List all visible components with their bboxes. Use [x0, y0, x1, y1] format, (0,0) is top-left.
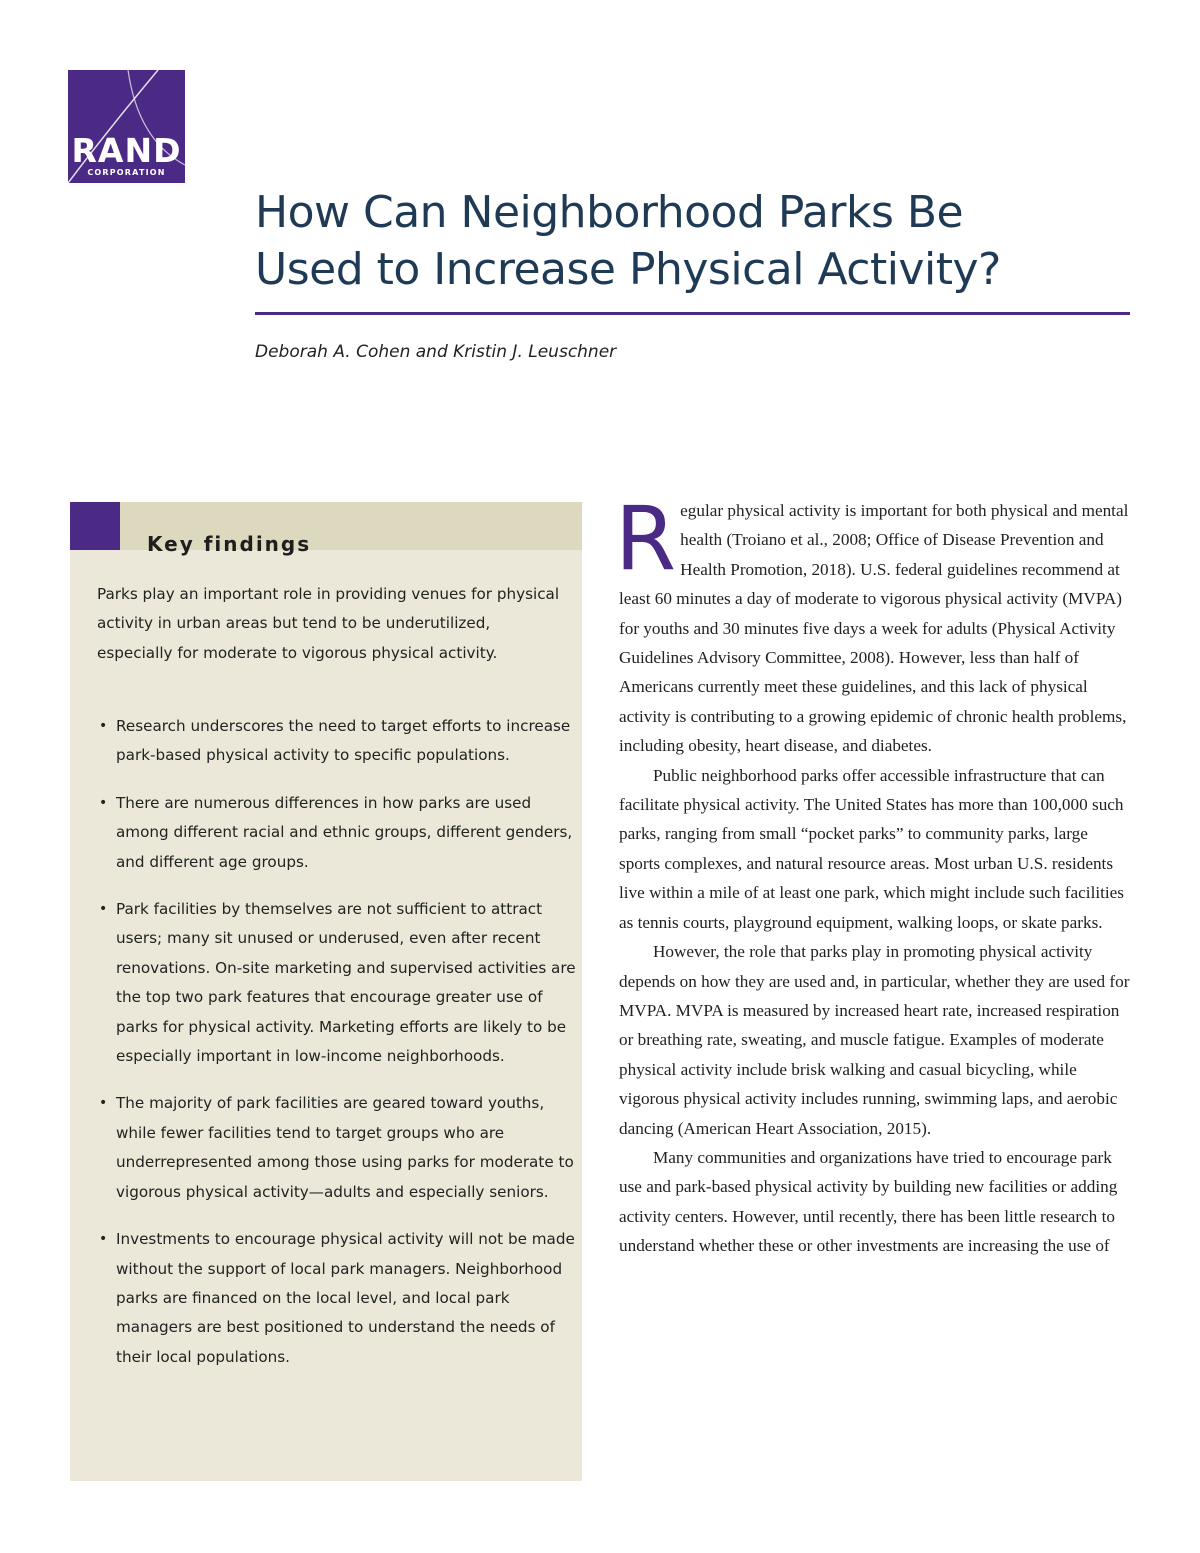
key-finding-text: Park facilities by themselves are not sufficient to attract users; many sit unused or underused, even after recent renovations. On-site marketing and supervised activities are the top two park features that encourage greater use of parks for physical activity. Marketing efforts are likely to be especially important in low-income neighborhoods.: [116, 900, 576, 1066]
page-title-line-2: Used to Increase Physical Activity?: [255, 244, 1001, 295]
page-title-line-1: How Can Neighborhood Parks Be: [255, 187, 964, 238]
key-findings-intro: Parks play an important role in providing venues for physical activity in urban areas but tend to be underutilized, especially for moderate to vigorous physical activity.: [97, 585, 560, 662]
key-findings-heading: Key findings: [147, 532, 312, 556]
key-finding-text: Research underscores the need to target efforts to increase park-based physical activity to specific populations.: [116, 717, 571, 765]
bullet-icon: •: [99, 1095, 108, 1112]
bullet-icon: •: [99, 794, 108, 811]
logo-wordmark: RAND: [71, 131, 182, 170]
key-finding-item: [97, 712, 577, 771]
key-findings-box: [70, 502, 582, 1481]
key-finding-text: Investments to encourage physical activity will not be made without the support of local park managers. Neighborhood parks are financed on the local level, and local park managers are best positioned to understand the needs of their local populations.: [116, 1230, 575, 1366]
body-paragraph-1: [615, 487, 1133, 761]
title-rule: [255, 312, 1130, 315]
logo-subtitle: CORPORATION: [87, 168, 166, 177]
body-text-column: [615, 487, 1133, 1261]
body-paragraph-3: However, the role that parks play in promoting physical activity depends on how they are used and, in particular, whether they are used for MVPA. MVPA is measured by increased heart rate, increased respiration or breathing rate, sweating, and muscle fatigue. Examples of moderate physical activity include brisk walking and casual bicycling, while vigorous physical activity includes running, swimming laps, and aerobic dancing (American Heart Association, 2015).: [619, 942, 1130, 1138]
key-finding-item: [97, 789, 577, 877]
bullet-icon: •: [99, 718, 108, 734]
key-findings-list: [97, 712, 577, 1390]
key-finding-text: The majority of park facilities are geared toward youths, while fewer facilities tend to target groups who are underrepresented among those using parks for moderate to vigorous physical activity—adults and especially seniors.: [116, 1094, 574, 1201]
key-finding-text: There are numerous differences in how parks are used among different racial and ethnic groups, different genders, and different age groups.: [116, 793, 573, 871]
bullet-icon: •: [99, 901, 108, 918]
page-title: [255, 184, 1135, 298]
drop-cap: R: [615, 487, 677, 590]
key-findings-accent: [70, 502, 120, 550]
body-paragraph-1-text: egular physical activity is important for both physical and mental health (Troiano et al., 2008; Office of Disease Prevention and Health Promotion, 2018). U.S. federal guidelines recommend at least 60 minutes a day of moderate to vigorous physical activity (MVPA) for youths and 30 minutes five days a week for adults (Physical Activity Guidelines Advisory Committee, 2008). However, less than half of Americans currently meet these guidelines, and this lack of physical activity is contributing to a growing epidemic of chronic health problems, including obesity, heart disease, and diabetes.: [619, 501, 1129, 756]
body-paragraph-2: Public neighborhood parks offer accessible infrastructure that can facilitate physical activity. The United States has more than 100,000 such parks, ranging from small “pocket parks” to community parks, large sports complexes, and natural resource areas. Most urban U.S. residents live within a mile of at least one park, which might include such facilities as tennis courts, playground equipment, walking loops, or skate parks.: [619, 765, 1124, 932]
key-finding-item: [97, 895, 577, 1071]
authors: Deborah A. Cohen and Kristin J. Leuschner: [255, 342, 617, 362]
body-paragraph-4: Many communities and organizations have tried to encourage park use and park-based physical activity by building new facilities or adding activity centers. However, until recently, there has been little research to understand whether these or other investments are increasing the use of: [619, 1147, 1118, 1256]
key-finding-item: [97, 1225, 577, 1372]
key-finding-item: [97, 1089, 577, 1207]
bullet-icon: •: [99, 1231, 108, 1248]
